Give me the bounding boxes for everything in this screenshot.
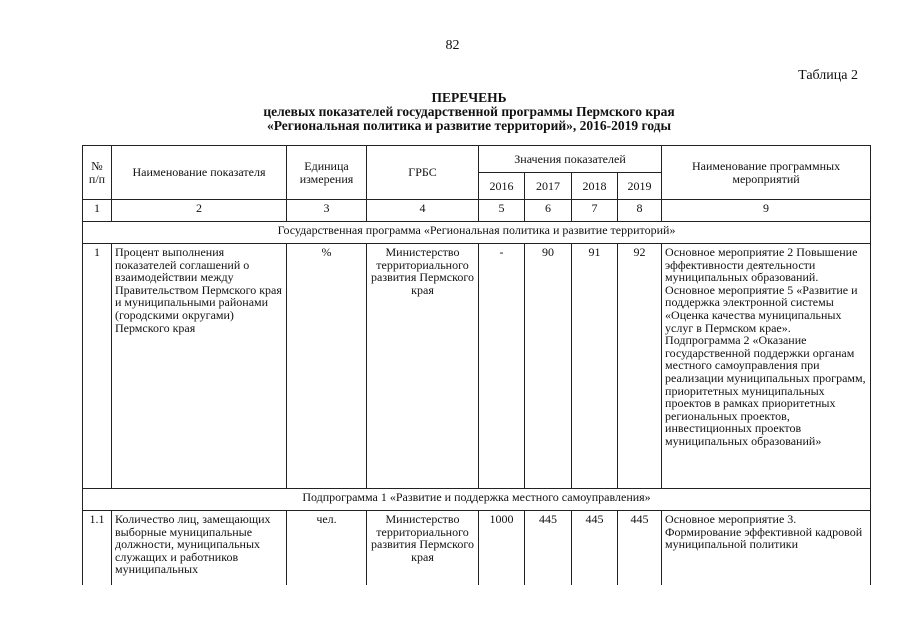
- page-number: 82: [445, 38, 460, 53]
- title-line-3: «Региональная политика и развитие территорий», 2016-2019 годы: [266, 118, 672, 133]
- value-2017: 90: [525, 244, 572, 489]
- header-name: Наименование показателя: [112, 146, 287, 200]
- indicator-unit: %: [287, 244, 367, 489]
- col-number: 4: [367, 200, 479, 222]
- indicator-grbs: Министерство территориального развития Пермского края: [367, 244, 479, 489]
- header-unit: Единица измерения: [287, 146, 367, 200]
- value-2018: 445: [572, 511, 618, 586]
- title-line-2: целевых показателей государственной программы Пермского края: [263, 104, 675, 119]
- col-number: 8: [618, 200, 662, 222]
- col-number: 9: [662, 200, 871, 222]
- indicator-name: Количество лиц, замещающих выборные муниципальные должности, муниципальных служащих и работников муниципальных: [112, 511, 287, 586]
- title-line-1: ПЕРЕЧЕНЬ: [431, 90, 507, 105]
- program-events: Основное мероприятие 2 Повышение эффективности деятельности муниципальных образований. Основное мероприятие 5 «Развитие и поддержка электронной системы «Оценка качества муниципальных услуг в Пермском крае». Подпрограмма 2 «Оказание государственной поддержки органам местного самоуправления при реализации муниципальных программ, приоритетных муниципальных проектов в рамках приоритетных региональных проектов, инвестиционных проектов муниципальных образований»: [662, 244, 871, 489]
- col-number: 7: [572, 200, 618, 222]
- row-num: 1.1: [83, 511, 112, 586]
- section-state-program: Государственная программа «Региональная политика и развитие территорий»: [83, 222, 871, 244]
- header-year-2016: 2016: [479, 173, 525, 200]
- indicators-table: [82, 145, 871, 585]
- indicator-name: Процент выполнения показателей соглашений о взаимодействии между Правительством Пермского края и муниципальными районами (городскими округами) Пермского края: [112, 244, 287, 489]
- value-2018: 91: [572, 244, 618, 489]
- header-year-2019: 2019: [618, 173, 662, 200]
- row-num: 1: [83, 244, 112, 489]
- indicator-grbs: Министерство территориального развития Пермского края: [367, 511, 479, 586]
- header-year-2017: 2017: [525, 173, 572, 200]
- col-number: 2: [112, 200, 287, 222]
- table-row: [83, 511, 871, 586]
- col-number: 6: [525, 200, 572, 222]
- section-subprogram-1: Подпрограмма 1 «Развитие и поддержка местного самоуправления»: [83, 489, 871, 511]
- indicator-unit: чел.: [287, 511, 367, 586]
- table-reference: Таблица 2: [798, 68, 858, 83]
- col-number: 1: [83, 200, 112, 222]
- table-title: [0, 91, 905, 133]
- col-number: 3: [287, 200, 367, 222]
- header-year-2018: 2018: [572, 173, 618, 200]
- value-2019: 445: [618, 511, 662, 586]
- header-grbs: ГРБС: [367, 146, 479, 200]
- value-2017: 445: [525, 511, 572, 586]
- header-events: Наименование программных мероприятий: [662, 146, 871, 200]
- col-number: 5: [479, 200, 525, 222]
- table-row: [83, 244, 871, 489]
- header-values: Значения показателей: [479, 146, 662, 173]
- value-2019: 92: [618, 244, 662, 489]
- column-number-row: [83, 200, 871, 222]
- value-2016: 1000: [479, 511, 525, 586]
- value-2016: -: [479, 244, 525, 489]
- program-events: Основное мероприятие 3. Формирование эффективной кадровой муниципальной политики: [662, 511, 871, 586]
- header-num: № п/п: [83, 146, 112, 200]
